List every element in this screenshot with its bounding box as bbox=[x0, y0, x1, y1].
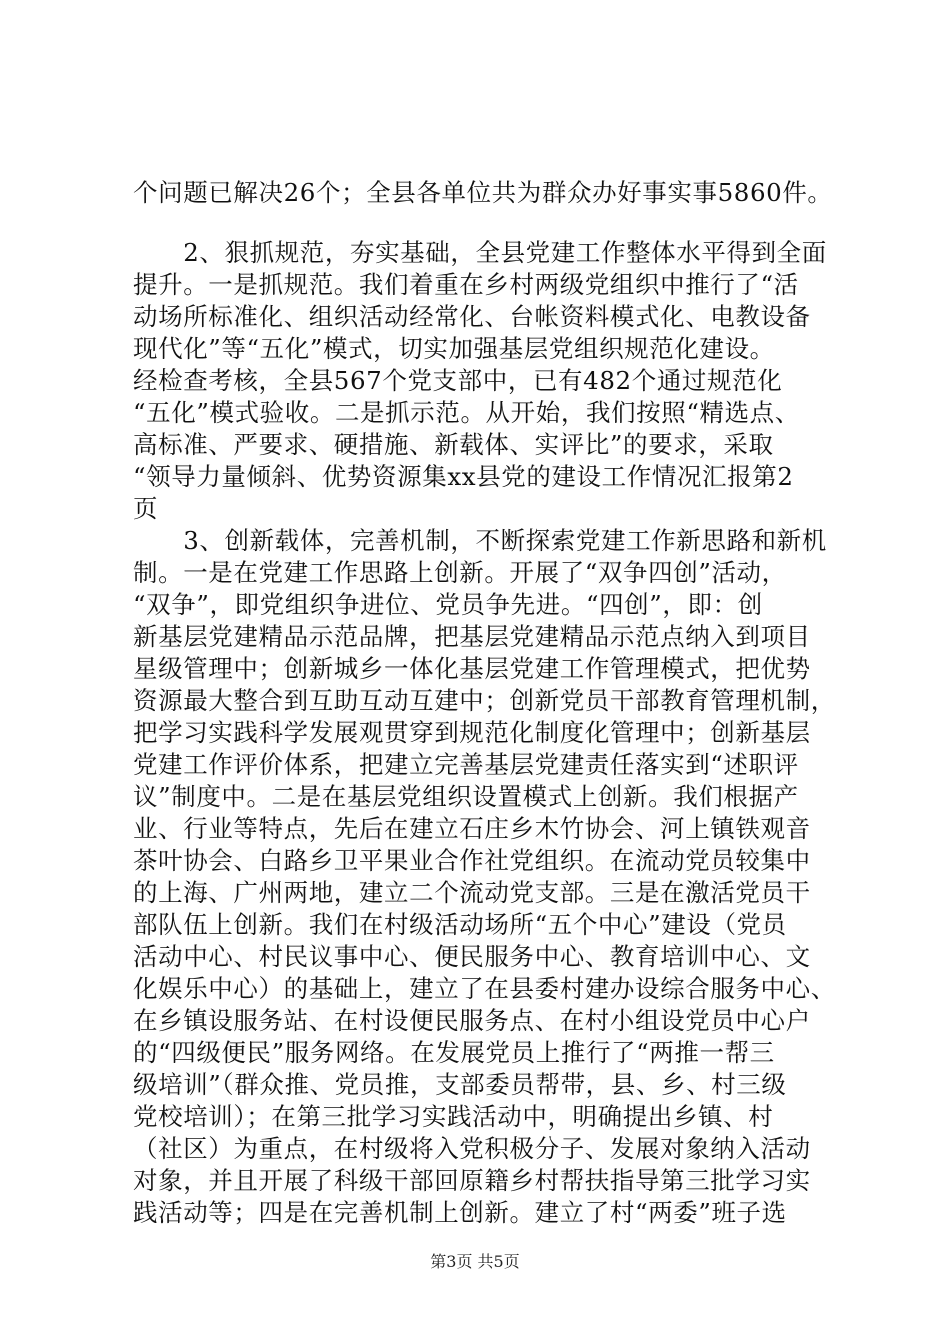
text-line: 级培训”（群众推、党员推，支部委员帮带，县、乡、村三级 bbox=[133, 1070, 787, 1099]
text-line: 3、创新载体，完善机制，不断探索党建工作新思路和新机 bbox=[133, 526, 827, 555]
text-line: 把学习实践科学发展观贯穿到规范化制度化管理中；创新基层 bbox=[133, 718, 811, 747]
text-line: 制。一是在党建工作思路上创新。开展了“双争四创”活动， bbox=[133, 558, 787, 587]
page-footer: 第3页 共5页 bbox=[430, 1252, 520, 1271]
text-line: 2、狠抓规范，夯实基础，全县党建工作整体水平得到全面 bbox=[133, 238, 827, 267]
text-line: 活动中心、村民议事中心、便民服务中心、教育培训中心、文 bbox=[133, 942, 811, 971]
text-line: 提升。一是抓规范。我们着重在乡村两级党组织中推行了“活 bbox=[133, 270, 799, 299]
text-line: 的“四级便民”服务网络。在发展党员上推行了“两推一帮三 bbox=[133, 1038, 775, 1067]
text-line: 星级管理中；创新城乡一体化基层党建工作管理模式，把优势 bbox=[133, 654, 811, 683]
text-line: 现代化”等“五化”模式，切实加强基层党组织规范化建设。 bbox=[133, 334, 775, 363]
text-line: 对象，并且开展了科级干部回原籍乡村帮扶指导第三批学习实 bbox=[133, 1166, 811, 1195]
text-line: 的上海、广州两地，建立二个流动党支部。三是在激活党员干 bbox=[133, 878, 811, 907]
text-line: “双争”，即党组织争进位、党员争先进。“四创”，即：创 bbox=[133, 590, 763, 619]
text-line: 议”制度中。二是在基层党组织设置模式上创新。我们根据产 bbox=[133, 782, 799, 811]
text-line: 经检查考核，全县567个党支部中，已有482个通过规范化 bbox=[133, 366, 783, 395]
text-line: 化娱乐中心）的基础上，建立了在县委村建办设综合服务中心、 bbox=[133, 974, 836, 1003]
text-line: 茶叶协会、白路乡卫平果业合作社党组织。在流动党员较集中 bbox=[133, 846, 811, 875]
text-line: 动场所标准化、组织活动经常化、台帐资料模式化、电教设备 bbox=[133, 302, 811, 331]
text-line: 资源最大整合到互助互动互建中；创新党员干部教育管理机制， bbox=[133, 686, 836, 715]
text-line: “五化”模式验收。二是抓示范。从开始，我们按照“精选点、 bbox=[133, 398, 800, 427]
text-line: 新基层党建精品示范品牌，把基层党建精品示范点纳入到项目 bbox=[133, 622, 811, 651]
text-line: 党建工作评价体系，把建立完善基层党建责任落实到“述职评 bbox=[133, 750, 799, 779]
text-line: 党校培训）；在第三批学习实践活动中，明确提出乡镇、村 bbox=[133, 1102, 774, 1131]
text-line: 践活动等；四是在完善机制上创新。建立了村“两委”班子选 bbox=[133, 1198, 787, 1227]
text-line: “领导力量倾斜、优势资源集xx县党的建设工作情况汇报第2 bbox=[133, 462, 794, 491]
text-line: 个问题已解决26个；全县各单位共为群众办好事实事5860件。 bbox=[133, 178, 833, 207]
text-line: 在乡镇设服务站、在村设便民服务点、在村小组设党员中心户 bbox=[133, 1006, 811, 1035]
text-line: 高标准、严要求、硬措施、新载体、实评比”的要求，采取 bbox=[133, 430, 774, 459]
text-line: 部队伍上创新。我们在村级活动场所“五个中心”建设（党员 bbox=[133, 910, 787, 939]
text-line: 页 bbox=[133, 494, 159, 523]
text-line: （社区）为重点，在村级将入党积极分子、发展对象纳入活动 bbox=[133, 1134, 811, 1163]
text-line: 业、行业等特点，先后在建立石庄乡木竹协会、河上镇铁观音 bbox=[133, 814, 811, 843]
